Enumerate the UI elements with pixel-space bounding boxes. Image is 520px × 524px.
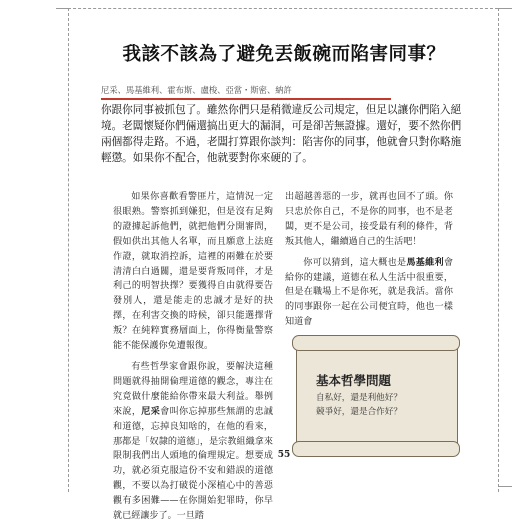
philosopher-name: 馬基維利 [406, 256, 444, 268]
philosopher-name: 尼采 [141, 405, 161, 417]
scroll-question-1: 自私好，還是利他好？ [316, 393, 402, 403]
intro-paragraph [101, 102, 469, 166]
text-run: 會叫你忘掉那些無謂的忠誠和道德，忘掉良知啥的，在他的看來，那都是「奴隸的道德」，是宗教組織拿來限制我們出人頭地的倫理規定。想要成功，就必須克服這份不安和錯誤的道德觀，不要以為打破從小深植心中的善惡觀有多困難——在你開始犯罪時，你早就已經讓步了。一旦踏 [113, 406, 273, 522]
text-run: 會給你的建議，道德在私人生活中很重要，但是在職場上不是你死，就是我活。當你的同事跟你一起在公司便宜時，他也一樣知道會 [285, 257, 453, 328]
book-page [95, 18, 473, 522]
crop-mark [498, 8, 512, 9]
right-paragraph-1: 出超越善惡的一步，就再也回不了頭。你只忠於你自己，不是你的同事，也不是老闆，更不是公司，接受最有利的條件，背叛其他人，繼續過自己的生活吧！ [285, 192, 453, 247]
left-paragraph-2 [113, 360, 273, 524]
philosophy-question-scroll [292, 335, 462, 460]
page-number: 55 [277, 450, 291, 460]
crop-mark [498, 486, 512, 487]
right-paragraph-2 [285, 256, 453, 331]
scroll-top-roll [292, 335, 460, 351]
text-run: 有些哲學家會跟你說，要解決這種問題就得抽開倫理道德的觀念，專注在究竟做什麼能給你帶來最大利益。舉例來說， [113, 361, 273, 417]
left-column [113, 190, 273, 524]
scroll-title: 基本哲學問題 [316, 373, 392, 388]
crop-mark [56, 8, 68, 9]
crop-frame-left [68, 8, 69, 492]
right-column [285, 190, 453, 330]
crop-frame-right [498, 8, 499, 492]
text-run: 你可以猜到，這大概也是 [303, 257, 407, 268]
title-underline [101, 98, 391, 100]
left-paragraph-1: 如果你喜歡看警匪片，這情況一定很眼熟。警察抓到嫌犯，但是沒有足夠的證據起訴他們，就把他們分開審問，假如供出其他人名單，而且願意上法庭作證，就取消控訴，這裡的兩難在於要清清白白過關，還是要背叛同伴，才是利己的明智抉擇？要獲得自由就得要告發別人，還是能走的忠誠才是好的抉擇，在利害交換的時候，卻只能選擇背叛？在純粹實務層面上，你得衡量警察能不能保護你免遭報復。 [113, 192, 273, 352]
intro-text: 你跟你同事被抓包了。雖然你們只是稍微違反公司規定，但足以讓你們陷入絕境。老闆懷疑你們倆還搞出更大的漏洞，可是卻苦無證據。還好，要不然你們兩個都得走路。不過，老闆打算跟你談判：陷害你的同事，他就會只對你略施輕懲。如果你不配合，他就要對你來硬的了。 [101, 104, 462, 164]
crop-frame-top [68, 8, 498, 9]
page-title: 我該不該為了避免丟飯碗而陷害同事？ [122, 44, 446, 65]
author-list: 尼采、馬基維利、霍布斯、盧梭、亞當・斯密、納許 [101, 85, 292, 95]
scroll-question-2: 競爭好，還是合作好？ [316, 407, 402, 417]
